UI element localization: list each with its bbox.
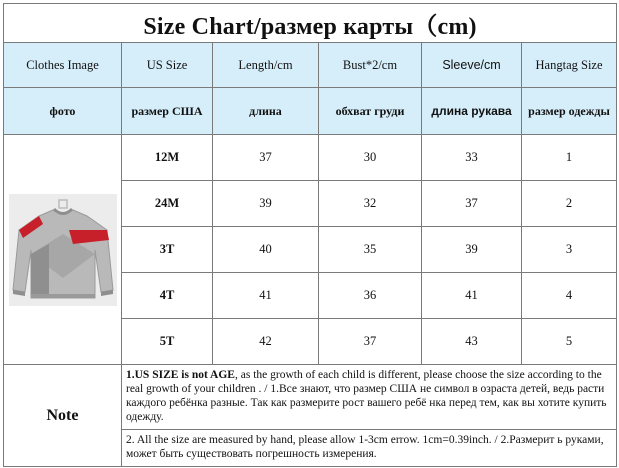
header-bust: Bust*2/cm (319, 43, 422, 88)
cell-size: 3T (122, 227, 213, 273)
sweater-image (9, 194, 117, 306)
note-line-1 (122, 365, 617, 430)
cell-length: 39 (213, 181, 319, 227)
cell-bust: 32 (319, 181, 422, 227)
cell-bust: 36 (319, 273, 422, 319)
header-ru-hangtag: размер одежды (522, 88, 617, 135)
cell-sleeve: 43 (422, 319, 522, 365)
note-label: Note (4, 365, 122, 467)
header-hangtag-size: Hangtag Size (522, 43, 617, 88)
note-line-1-rest: , as the growth of each child is different, please choose the size according to the real growth of your children . / 1.Все знают, что размер США не символ в озраста детей, ведь расти каждого ребёнка разные. Так как размерите рост вашего ребё нка перед тем, как вы хотите купить одежду. (126, 369, 607, 423)
header-ru-us-size: размер США (122, 88, 213, 135)
cell-bust: 35 (319, 227, 422, 273)
cell-size: 4T (122, 273, 213, 319)
cell-size: 12M (122, 135, 213, 181)
header-ru-photo: фото (4, 88, 122, 135)
header-sleeve: Sleeve/cm (422, 43, 522, 88)
header-ru-length: длина (213, 88, 319, 135)
cell-length: 41 (213, 273, 319, 319)
cell-hangtag: 3 (522, 227, 617, 273)
note-line-1-bold: 1.US SIZE is not AGE (126, 369, 235, 381)
cell-hangtag: 5 (522, 319, 617, 365)
product-image-cell (4, 135, 122, 365)
cell-hangtag: 2 (522, 181, 617, 227)
cell-length: 42 (213, 319, 319, 365)
cell-bust: 30 (319, 135, 422, 181)
header-length: Length/cm (213, 43, 319, 88)
cell-bust: 37 (319, 319, 422, 365)
cell-hangtag: 4 (522, 273, 617, 319)
chart-title: Size Chart/размер карты（cm) (4, 4, 617, 43)
cell-length: 40 (213, 227, 319, 273)
cell-hangtag: 1 (522, 135, 617, 181)
cell-length: 37 (213, 135, 319, 181)
table-row (4, 135, 617, 181)
cell-sleeve: 39 (422, 227, 522, 273)
header-clothes-image: Clothes Image (4, 43, 122, 88)
header-us-size: US Size (122, 43, 213, 88)
note-line-2: 2. All the size are measured by hand, please allow 1-3cm errow. 1cm=0.39inch. / 2.Размерит ь руками, может быть существовать погрешность измерения. (122, 430, 617, 467)
header-ru-sleeve: длина рукава (422, 88, 522, 135)
size-chart-table (3, 3, 617, 467)
cell-size: 5T (122, 319, 213, 365)
cell-sleeve: 37 (422, 181, 522, 227)
cell-sleeve: 33 (422, 135, 522, 181)
cell-size: 24M (122, 181, 213, 227)
cell-sleeve: 41 (422, 273, 522, 319)
header-ru-bust: обхват груди (319, 88, 422, 135)
